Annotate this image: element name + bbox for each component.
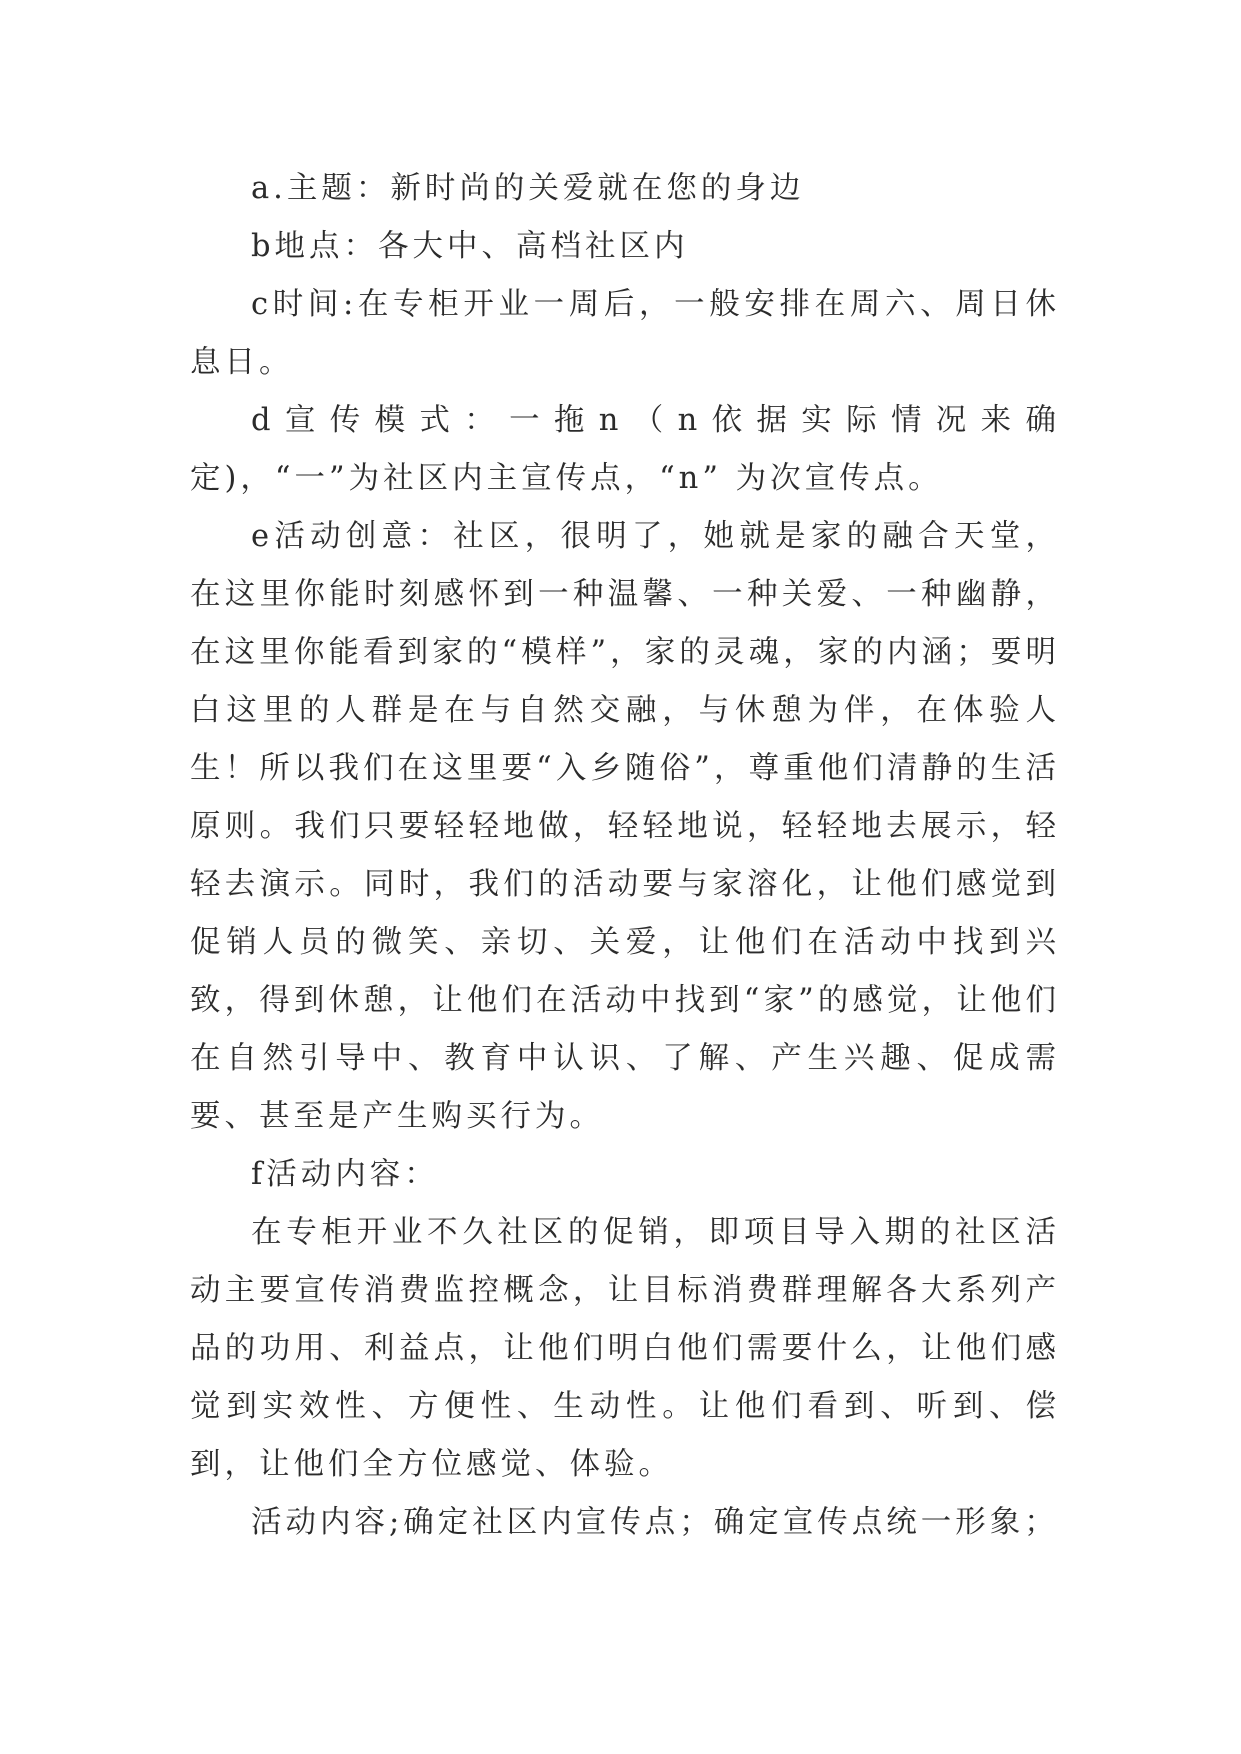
paragraph-promotion-mode: d宣传模式：一拖n（n依据实际情况来确定)，“一”为社区内主宣传点，“n” 为次宣传点。 [190, 403, 1060, 496]
document-body [190, 160, 1060, 1552]
paragraph-time: c时间:在专柜开业一周后，一般安排在周六、周日休息日。 [190, 287, 1060, 380]
paragraph-activity-idea: e活动创意：社区，很明了，她就是家的融合天堂，在这里你能时刻感怀到一种温馨、一种关爱、一种幽静，在这里你能看到家的“模样”，家的灵魂，家的内涵；要明白这里的人群是在与自然交融，与休憩为伴，在体验人生！所以我们在这里要“入乡随俗”，尊重他们清静的生活原则。我们只要轻轻地做，轻轻地说，轻轻地去展示，轻轻去演示。同时，我们的活动要与家溶化，让他们感觉到促销人员的微笑、亲切、关爱，让他们在活动中找到兴致，得到休憩，让他们在活动中找到“家”的感觉，让他们在自然引导中、教育中认识、了解、产生兴趣、促成需要、甚至是产生购买行为。 [190, 519, 1060, 1134]
paragraph-location: b地点：各大中、高档社区内 [251, 229, 689, 264]
paragraph-activity-content-detail: 在专柜开业不久社区的促销，即项目导入期的社区活动主要宣传消费监控概念，让目标消费群理解各大系列产品的功用、利益点，让他们明白他们需要什么，让他们感觉到实效性、方便性、生动性。让他们看到、听到、偿到，让他们全方位感觉、体验。 [190, 1215, 1060, 1482]
paragraph-theme: a.主题：新时尚的关爱就在您的身边 [251, 171, 805, 206]
paragraph-activity-content-heading: f活动内容： [251, 1157, 439, 1192]
paragraph-activity-content-list: 活动内容;确定社区内宣传点；确定宣传点统一形象； [251, 1505, 1059, 1540]
